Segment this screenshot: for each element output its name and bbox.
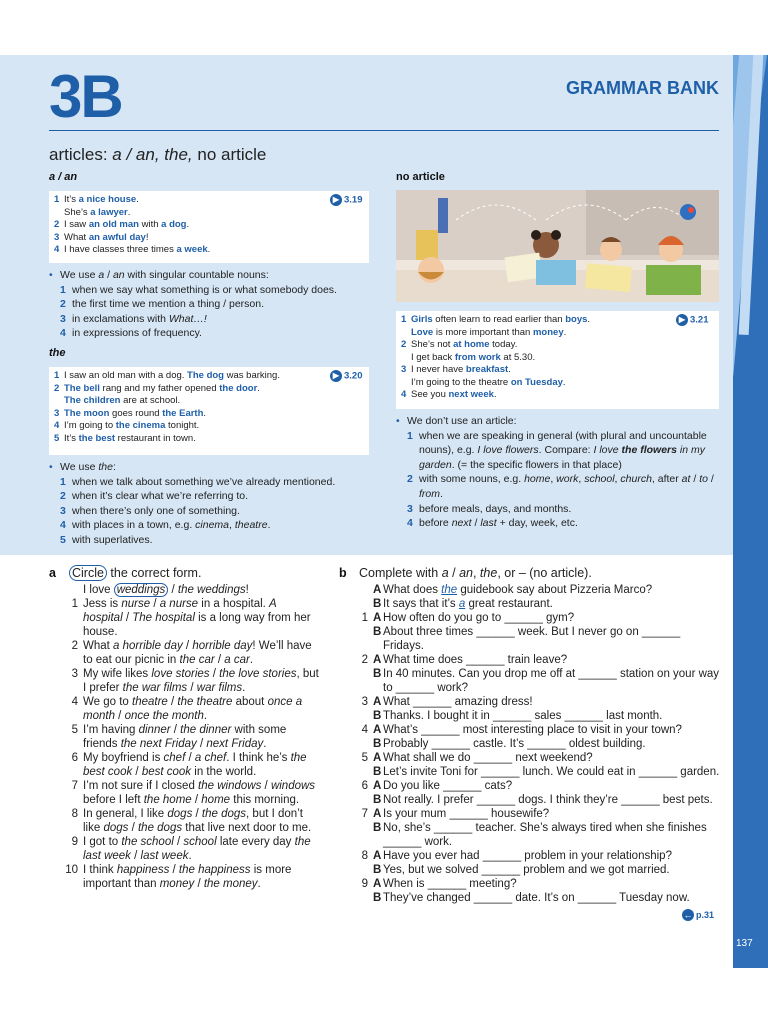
- exercise-item-b[interactable]: B They’ve changed ______ date. It’s on ______ Tuesday now.: [373, 892, 690, 904]
- rule-item: 3 in exclamations with What…!: [60, 312, 207, 325]
- divider: [49, 130, 719, 131]
- rule-item: 2 with some nouns, e.g. home, work, school, church, after at / to / from.: [407, 473, 714, 500]
- exercise-example: B It says that it’s a great restaurant.: [373, 598, 553, 610]
- rules-no-article: [396, 414, 721, 531]
- exercise-item[interactable]: 7 A Is your mum ______ housewife?: [361, 808, 550, 820]
- rule-intro: • We use a / an with singular countable nouns:: [49, 269, 269, 281]
- example-text: It’s the best restaurant in town.: [64, 432, 196, 444]
- example-number: 1: [401, 314, 407, 325]
- rule-item: 4 in expressions of frequency.: [60, 327, 202, 340]
- exercise-item[interactable]: 5 I’m having dinner / the dinner with some friends the next Friday / next Friday.: [71, 724, 287, 750]
- exercise-item[interactable]: 8 A Have you ever had ______ problem in your relationship?: [361, 850, 672, 862]
- example-text: Girls often learn to read earlier than boys. Love is more important than money.: [411, 314, 591, 338]
- rules-a-an: [49, 268, 379, 341]
- example-line: [54, 244, 364, 257]
- speaker-icon: ▶: [330, 194, 342, 206]
- exercise-item[interactable]: 8 In general, I like dogs / the dogs, but I don’t like dogs / the dogs that live next door to me.: [71, 808, 312, 834]
- exercise-item[interactable]: 2 A What time does ______ train leave?: [361, 654, 568, 666]
- exercise-item[interactable]: 3 A What ______ amazing dress!: [361, 696, 533, 708]
- exercise-item-b[interactable]: B Not really. I prefer ______ dogs. I think they’re ______ best pets.: [373, 794, 713, 806]
- exercise-item[interactable]: 9 I got to the school / school late every day the last week / last week.: [71, 836, 311, 862]
- example-number: 5: [54, 432, 60, 444]
- rule-item: 3 when there’s only one of something.: [60, 504, 240, 517]
- example-line: [54, 232, 364, 245]
- example-text: The moon goes round the Earth.: [64, 407, 207, 419]
- page-number: 137: [736, 938, 753, 949]
- example-text: The bell rang and my father opened the door. The children are at school.: [64, 382, 260, 406]
- exercise-item[interactable]: 1 Jess is nurse / a nurse in a hospital. A hospital / The hospital is a long way from her house.: [71, 598, 311, 638]
- example-line: [54, 194, 364, 219]
- page-reference-link[interactable]: ← p.31: [683, 910, 715, 920]
- exercise-heading: a Circle the correct form.: [49, 566, 202, 580]
- exercise-item[interactable]: 2 What a horrible day / horrible day! We’ll have to eat our picnic in the car / a car.: [71, 640, 312, 666]
- subheading-the: the: [49, 347, 66, 359]
- example-number: 2: [54, 219, 60, 230]
- example-text: I never have breakfast. I’m going to the theatre on Tuesday.: [411, 364, 566, 388]
- exercise-item-b[interactable]: B Yes, but we solved ______ problem and we got married.: [373, 864, 670, 876]
- exercise-item[interactable]: 6 My boyfriend is chef / a chef. I think he’s the best cook / best cook in the world.: [71, 752, 307, 778]
- audio-3-19[interactable]: ▶ 3.19: [330, 194, 363, 206]
- speaker-icon: ▶: [330, 370, 342, 382]
- example-line: [401, 364, 714, 389]
- unit-number: 3B: [49, 63, 122, 130]
- audio-3-21[interactable]: ▶ 3.21: [676, 314, 709, 326]
- rule-item: 2 when it’s clear what we’re referring to.: [60, 490, 249, 503]
- exercise-item-b[interactable]: B In 40 minutes. Can you drop me off at ______ station on your way to ______ work?: [373, 668, 720, 694]
- exercise-item[interactable]: 4 We go to theatre / the theatre about once a month / once the month.: [71, 696, 303, 722]
- rule-item: 5 with superlatives.: [60, 533, 153, 546]
- exercise-item[interactable]: 7 I’m not sure if I closed the windows / windows before I left the home / home this morning.: [71, 780, 316, 806]
- exercise-item[interactable]: 9 A When is ______ meeting?: [361, 878, 517, 890]
- example-line: [401, 314, 714, 339]
- rule-intro: • We use the:: [49, 461, 116, 473]
- example-line: [54, 420, 364, 433]
- example-number: 3: [401, 364, 407, 375]
- rule-item: 1 when we say what something is or what somebody does.: [60, 283, 337, 296]
- example-number: 1: [54, 194, 60, 205]
- examples-no-article: [396, 311, 719, 409]
- section-title: GRAMMAR BANK: [566, 78, 719, 98]
- exercise-item[interactable]: 5 A What shall we do ______ next weekend?: [361, 752, 593, 764]
- example-number: 1: [54, 370, 60, 381]
- back-arrow-icon: ←: [683, 910, 693, 920]
- example-line: [401, 339, 714, 364]
- exercise-item[interactable]: 6 A Do you like ______ cats?: [361, 780, 513, 792]
- example-line: [54, 408, 364, 421]
- exercise-item[interactable]: 4 A What’s ______ most interesting place to visit in your town?: [361, 724, 682, 736]
- subheading-no-article: no article: [396, 171, 445, 183]
- exercise-a: [49, 566, 319, 891]
- example-number: 2: [54, 382, 60, 394]
- example-number: 3: [54, 407, 60, 419]
- rule-item: 2 the first time we mention a thing / person.: [60, 298, 265, 311]
- exercise-example: I love weddings / the weddings!: [83, 584, 249, 596]
- exercise-example: A What does the guidebook say about Pizzeria Marco?: [373, 584, 653, 596]
- example-number: 4: [54, 244, 60, 255]
- rule-intro: • We don’t use an article:: [396, 415, 517, 427]
- exercise-item[interactable]: 1 A How often do you go to ______ gym?: [361, 612, 575, 624]
- example-number: 3: [54, 231, 60, 243]
- rules-the: [49, 460, 379, 548]
- side-tab-strip: [733, 55, 768, 968]
- examples-the: [49, 367, 369, 455]
- exercise-item-b[interactable]: B Probably ______ castle. It’s ______ oldest building.: [373, 738, 646, 750]
- rule-item: 1 when we are speaking in general (with plural and uncountable nouns), e.g. I love flowers. Compare: I love the flowers in my garden. (= the specific flowers in that place): [407, 429, 707, 471]
- example-text: It’s a nice house. She’s a lawyer.: [64, 194, 139, 218]
- example-text: See you next week.: [411, 389, 497, 400]
- exercise-item-b[interactable]: B No, she’s ______ teacher. She’s always tired when she finishes ______ work.: [373, 822, 707, 848]
- rule-item: 3 before meals, days, and months.: [407, 502, 572, 515]
- rule-item: 4 with places in a town, e.g. cinema, theatre.: [60, 519, 271, 532]
- rule-item: 4 before next / last + day, week, etc.: [407, 517, 578, 530]
- page-title: articles: a / an, the, no article: [49, 145, 267, 164]
- example-text: I’m going to the cinema tonight.: [64, 420, 200, 431]
- exercise-item-b[interactable]: B About three times ______ week. But I never go on ______ Fridays.: [373, 626, 681, 652]
- exercise-item-b[interactable]: B Thanks. I bought it in ______ sales ______ last month.: [373, 710, 663, 722]
- exercise-item[interactable]: 3 My wife likes love stories / the love stories, but I prefer the war films / war films.: [71, 668, 319, 694]
- example-number: 4: [401, 389, 407, 400]
- exercise-heading: b Complete with a / an, the, or – (no article).: [339, 566, 592, 580]
- example-line: [54, 219, 364, 232]
- example-number: 4: [54, 420, 60, 431]
- example-line: [401, 389, 714, 402]
- exercise-b: [339, 566, 723, 905]
- example-text: I saw an old man with a dog. The dog was barking.: [64, 370, 280, 381]
- subheading-a-an: a / an: [49, 171, 78, 183]
- example-line: [54, 370, 364, 383]
- example-text: I have classes three times a week.: [64, 244, 211, 255]
- examples-a-an: [49, 191, 369, 263]
- speaker-icon: ▶: [676, 314, 688, 326]
- example-number: 2: [401, 339, 407, 350]
- exercise-item-b[interactable]: B Let’s invite Toni for ______ lunch. We could eat in ______ garden.: [373, 766, 720, 778]
- children-illustration: [396, 190, 719, 302]
- example-text: She’s not at home today. I get back from work at 5.30.: [411, 339, 536, 363]
- example-text: What an awful day!: [64, 231, 149, 243]
- example-text: I saw an old man with a dog.: [64, 219, 190, 230]
- rule-item: 1 when we talk about something we’ve already mentioned.: [60, 475, 336, 488]
- exercise-item[interactable]: 10 I think happiness / the happiness is more important than money / the money.: [65, 864, 292, 890]
- example-line: [54, 433, 364, 446]
- example-line: [54, 383, 364, 408]
- audio-3-20[interactable]: ▶ 3.20: [330, 370, 363, 382]
